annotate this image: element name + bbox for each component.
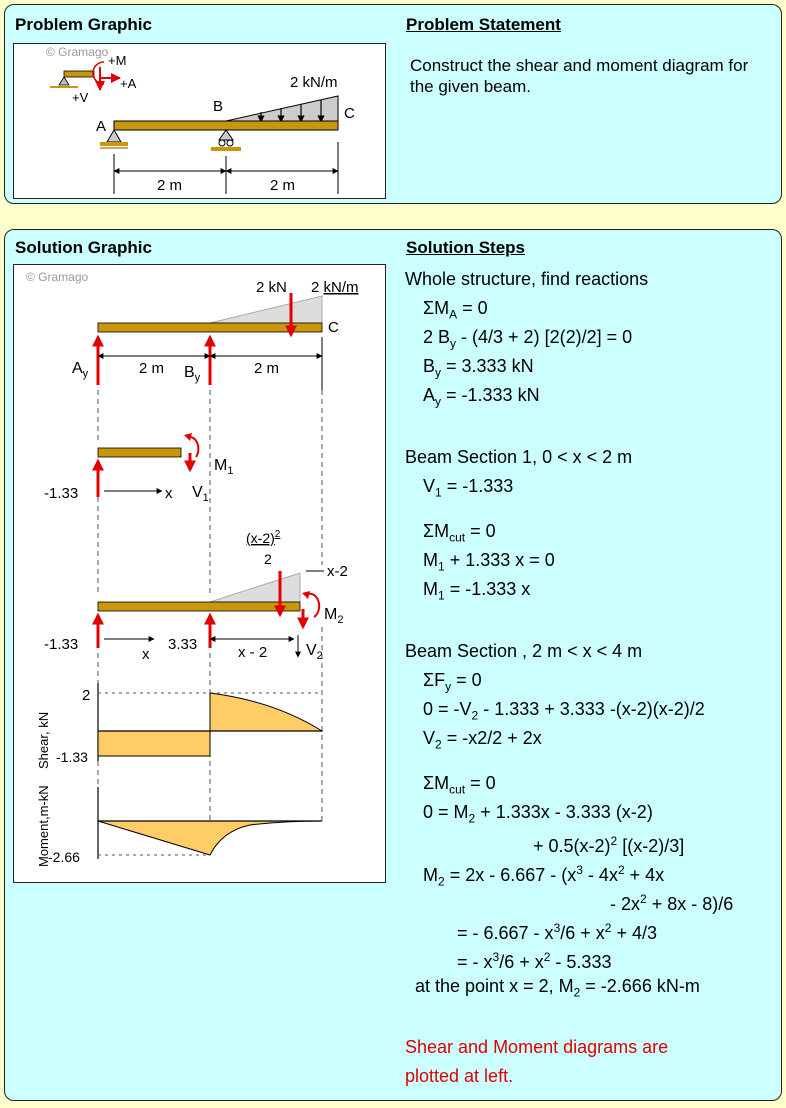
step-sub: cut <box>449 530 466 545</box>
step-sup: 2 <box>640 892 647 906</box>
point-b: B <box>213 98 224 115</box>
step-sup: 3 <box>576 863 583 877</box>
load-intensity-value: 2 <box>311 279 324 296</box>
problem-statement-title: Problem Statement <box>406 15 561 34</box>
step-line <box>423 669 482 698</box>
fbd-load-triangle <box>210 296 322 323</box>
step-text: V <box>423 728 436 748</box>
reaction-ay-sub: y <box>82 368 89 380</box>
step-sup: 2 <box>617 863 625 877</box>
section2-load-triangle <box>210 573 300 602</box>
step-text: ΣM <box>423 521 450 541</box>
step-line <box>415 975 700 1004</box>
section2-m: M <box>324 606 338 623</box>
step-text: = 0 <box>465 521 496 541</box>
roller-support-b <box>211 130 241 151</box>
section2-v-sub: 2 <box>316 650 323 662</box>
step-text: = 0 <box>451 670 482 690</box>
step-text: - 4x <box>582 865 618 885</box>
solution-steps-title: Solution Steps <box>406 238 525 257</box>
step-text: M <box>423 550 438 570</box>
sign-a: +A <box>120 76 137 91</box>
section2-load-den: 2 <box>264 551 272 567</box>
reaction-by-sub: y <box>194 372 201 384</box>
reaction-by-letter: B <box>184 364 195 381</box>
section2-v: V <box>306 642 317 659</box>
step-line: Beam Section , 2 m < x < 4 m <box>405 641 643 661</box>
section2-v-label <box>306 642 323 662</box>
step-line <box>423 326 632 355</box>
step-line <box>457 917 657 944</box>
step-text: + 1.333x - 3.333 (x-2) <box>475 802 653 822</box>
moment-axis-label: Moment,m-kN <box>36 785 51 867</box>
step-text: = - x <box>457 952 493 972</box>
step-text: - 5.333 <box>550 952 612 972</box>
section1-beam <box>98 448 181 457</box>
step-line <box>423 727 542 756</box>
section2-x2-label: x-2 <box>327 563 348 580</box>
step-text: ΣM <box>423 773 450 793</box>
step-line <box>610 888 733 915</box>
step-text: /6 + x <box>499 952 544 972</box>
step-line: Whole structure, find reactions <box>405 269 649 289</box>
step-sub: 1 <box>438 559 445 574</box>
step-line <box>423 297 488 326</box>
step-text: + 4x <box>624 865 665 885</box>
beam <box>114 121 338 130</box>
solution-diagram <box>14 265 387 884</box>
step-line <box>423 384 540 413</box>
solution-panel <box>4 229 782 1101</box>
step-text: = 2x - 6.667 - (x <box>444 865 577 885</box>
step-line <box>423 801 653 830</box>
conclusion-line-2: plotted at left. <box>405 1066 514 1086</box>
section2-x-label: x <box>142 646 150 663</box>
step-sub: 2 <box>573 985 581 1000</box>
step-sub: 2 <box>435 737 442 752</box>
section2-reaction-value: 3.33 <box>168 636 198 653</box>
fbd-point-c: C <box>328 319 339 336</box>
step-text: = -1.333 <box>441 476 514 496</box>
step-text: M <box>423 865 438 885</box>
step-sub: y <box>435 394 442 409</box>
step-sup: 3 <box>553 921 561 935</box>
step-line: Beam Section 1, 0 < x < 2 m <box>405 447 633 467</box>
section1-m-sub: 1 <box>227 465 234 477</box>
shear-tick-bottom: -1.33 <box>56 749 88 765</box>
step-text: 0 = M <box>423 802 469 822</box>
sign-m: +M <box>108 53 127 68</box>
step-sup: 3 <box>492 950 500 964</box>
step-text: + 0.5(x-2) <box>533 836 611 856</box>
section1-m-label <box>214 457 233 477</box>
step-text: ΣF <box>423 670 446 690</box>
step-text: = 3.333 kN <box>441 356 534 376</box>
step-line <box>423 549 555 578</box>
solution-graphic-title: Solution Graphic <box>15 238 152 257</box>
step-line <box>423 355 534 384</box>
step-text: B <box>423 356 436 376</box>
point-a: A <box>96 118 107 135</box>
step-text: + 4/3 <box>611 923 658 943</box>
shear-region-1 <box>98 731 210 756</box>
step-text: = -1.333 kN <box>441 385 540 405</box>
step-sub: y <box>445 679 452 694</box>
problem-panel <box>4 4 782 204</box>
fbd-dim-left: 2 m <box>139 360 165 377</box>
step-text: 0 = -V <box>423 699 472 719</box>
load-intensity-unit: kN/m <box>323 279 359 296</box>
shear-region-2 <box>210 693 322 731</box>
step-text: - 1.333 + 3.333 -(x-2)(x-2)/2 <box>478 699 705 719</box>
reaction-ay-label <box>72 360 89 380</box>
reaction-ay-letter: A <box>72 360 83 377</box>
step-text: - 2x <box>610 894 641 914</box>
step-text: M <box>423 579 438 599</box>
step-line <box>423 520 496 549</box>
section2-xm2-label: x - 2 <box>238 644 268 661</box>
step-text: V <box>423 476 436 496</box>
section1-x-label: x <box>165 485 173 502</box>
step-text: ΣM <box>423 298 450 318</box>
fbd-dim-right: 2 m <box>254 360 280 377</box>
step-line <box>423 578 530 607</box>
section2-load-num <box>246 529 281 546</box>
resultant-force-label: 2 kN <box>256 279 287 296</box>
moment-tick-bottom: -2.66 <box>48 849 80 865</box>
problem-graphic <box>13 43 386 199</box>
step-sub: y <box>435 365 442 380</box>
step-sub: 1 <box>435 485 442 500</box>
step-text: A <box>423 385 436 405</box>
step-sub: cut <box>449 782 466 797</box>
step-text: /6 + x <box>560 923 605 943</box>
step-text: = -1.333 x <box>444 579 531 599</box>
dim-right: 2 m <box>270 177 296 194</box>
solution-graphic <box>13 264 386 883</box>
step-sub: y <box>450 336 457 351</box>
section2-beam <box>98 602 300 611</box>
load-label: 2 kN/m <box>290 74 338 91</box>
problem-graphic-title: Problem Graphic <box>15 15 152 34</box>
step-text: + 8x - 8)/6 <box>646 894 734 914</box>
step-sup: 2 <box>610 834 618 848</box>
load-intensity-label <box>311 279 359 296</box>
step-sup: 2 <box>543 950 551 964</box>
section1-v-sub: 1 <box>202 492 209 504</box>
section2-shear-value: -1.33 <box>44 636 79 653</box>
step-text: at the point x = 2, M <box>415 976 574 996</box>
step-line <box>423 475 513 504</box>
step-line <box>533 830 684 857</box>
dim-left: 2 m <box>157 177 183 194</box>
step-text: [(x-2)/3] <box>617 836 685 856</box>
step-text: + 1.333 x = 0 <box>444 550 555 570</box>
step-sub: 2 <box>438 874 445 889</box>
step-sub: A <box>449 307 458 322</box>
step-text: = -2.666 kN-m <box>580 976 700 996</box>
reaction-by-label <box>184 364 201 384</box>
solution-watermark: © Gramago <box>26 270 89 284</box>
step-sub: 2 <box>471 708 479 723</box>
step-sub: 1 <box>438 588 445 603</box>
step-text: - (4/3 + 2) [2(2)/2] = 0 <box>456 327 633 347</box>
section2-load-num-text: (x-2) <box>246 530 275 546</box>
section2-m-label <box>324 606 343 626</box>
step-text: = -x2/2 + 2x <box>441 728 542 748</box>
step-sub: 2 <box>468 811 476 826</box>
section2-load-exp: 2 <box>274 529 281 540</box>
step-text: = 0 <box>465 773 496 793</box>
point-c: C <box>344 105 355 122</box>
problem-watermark: © Gramago <box>46 45 109 59</box>
section1-shear-value: -1.33 <box>44 485 79 502</box>
problem-diagram <box>14 44 387 200</box>
step-line <box>423 772 496 801</box>
step-text: = - 6.667 - x <box>457 923 554 943</box>
sign-v: +V <box>72 90 89 105</box>
shear-axis-label: Shear, kN <box>36 711 51 769</box>
step-text: = 0 <box>457 298 488 318</box>
step-line <box>457 946 611 973</box>
problem-statement-text: Construct the shear and moment diagram for the given beam. <box>410 56 749 96</box>
step-text: 2 B <box>423 327 451 347</box>
section1-v-label <box>192 484 209 504</box>
section1-v: V <box>192 484 203 501</box>
fbd-beam <box>98 323 322 332</box>
conclusion-line-1: Shear and Moment diagrams are <box>405 1037 669 1057</box>
step-sup: 2 <box>604 921 612 935</box>
section2-m-sub: 2 <box>337 614 344 626</box>
moment-region <box>98 821 322 855</box>
section1-m: M <box>214 457 228 474</box>
step-line <box>423 698 705 727</box>
shear-tick-top: 2 <box>82 687 91 704</box>
